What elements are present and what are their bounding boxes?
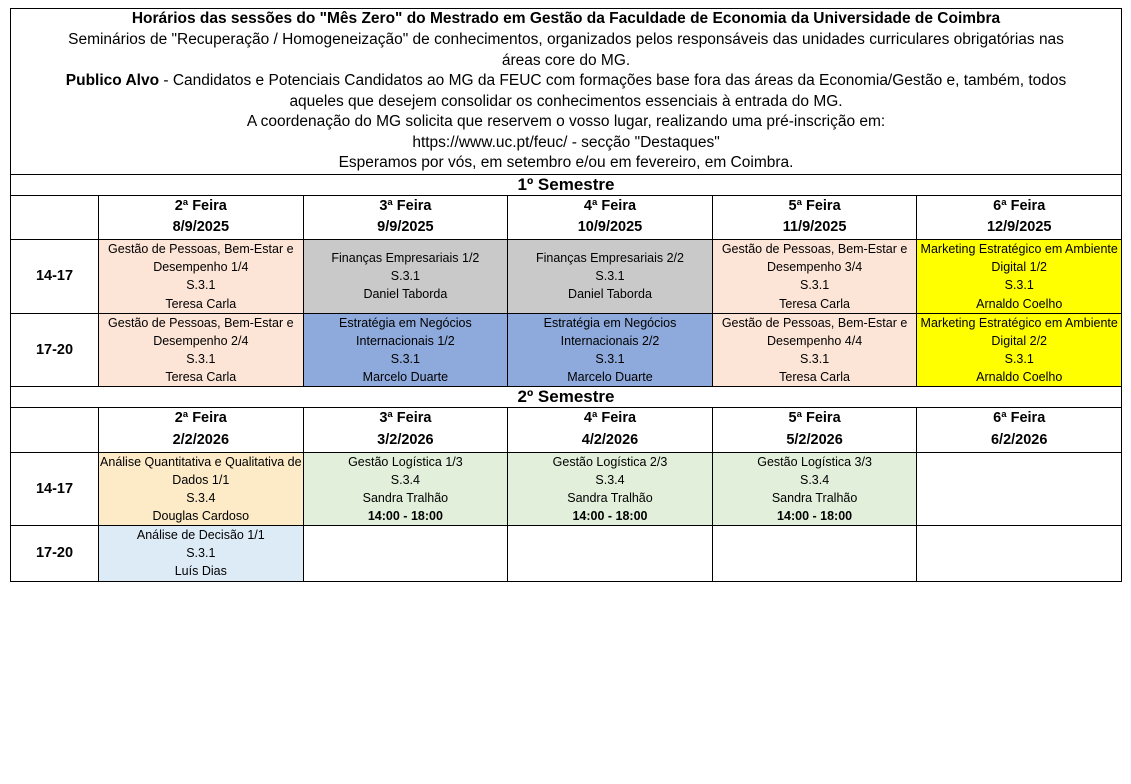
target-audience-label: Publico Alvo: [65, 72, 160, 90]
session-row-s2-1: [11, 452, 1122, 526]
day-name-s2-2: 3ª Feira: [379, 410, 432, 427]
session-room: S.3.1: [390, 269, 420, 284]
day-header-s2-3: [508, 408, 713, 453]
session-row-s2-2: [11, 526, 1122, 581]
session-teacher: Teresa Carla: [165, 296, 237, 311]
semester1-banner: 1º Semestre: [11, 174, 1122, 195]
session-room: S.3.1: [186, 278, 216, 293]
session-teacher: Luís Dias: [174, 564, 227, 579]
day-header-s2-4: [712, 408, 917, 453]
day-name-s1-2: 3ª Feira: [379, 197, 432, 214]
session-teacher: Marcelo Duarte: [362, 370, 449, 384]
header-row: [11, 9, 1122, 175]
semester2-banner-row: [11, 387, 1122, 408]
day-date-s2-1: 2/2/2026: [172, 431, 230, 448]
semester1-banner-row: [11, 174, 1122, 195]
session-teacher: Marcelo Duarte: [567, 370, 653, 384]
semester2-banner: 2º Semestre: [11, 387, 1122, 408]
session-name: Gestão Logística 3/3: [757, 454, 872, 469]
day-header-s1-1: [99, 195, 304, 240]
schedule-table: [10, 8, 1122, 582]
day-header-s2-2: [303, 408, 508, 453]
session-cell-s2-1-1[interactable]: [99, 452, 304, 526]
header-block: [11, 9, 1122, 175]
day-header-s1-3: [508, 195, 713, 240]
session-name: Gestão Logística 2/3: [552, 454, 668, 469]
session-name: Análise de Decisão 1/1: [136, 528, 265, 543]
session-room: S.3.4: [186, 490, 216, 505]
session-cell-s1-2-4[interactable]: [712, 313, 917, 387]
day-date-s2-4: 5/2/2026: [786, 431, 843, 448]
session-name: Estratégia em Negócios Internacionais 2/2: [543, 315, 677, 348]
session-teacher: Sandra Tralhão: [771, 490, 858, 505]
session-row-s1-1: [11, 240, 1122, 314]
header-line-2: Seminários de "Recuperação / Homogeneização" de conhecimentos, organizados pelos responsáveis das unidades curriculares obrigatórias nas: [68, 31, 1064, 49]
corner-cell-semester1: [11, 195, 99, 240]
session-hours: 14:00 - 18:00: [367, 509, 443, 523]
day-name-s2-1: 2ª Feira: [174, 410, 227, 427]
session-room: S.3.4: [390, 472, 420, 487]
session-name: Gestão de Pessoas, Bem-Estar e Desempenho 4/4: [721, 315, 908, 348]
target-audience-text: - Candidatos e Potenciais Candidatos ao MG da FEUC com formações base fora das áreas da Economia/Gestão e, também, todos: [159, 72, 1067, 90]
session-room: S.3.4: [799, 472, 830, 487]
session-name: Análise Quantitativa e Qualitativa de Dados 1/1: [100, 454, 302, 487]
session-name: Marketing Estratégico em Ambiente Digital 2/2: [920, 315, 1118, 348]
session-room: S.3.1: [799, 278, 830, 293]
session-cell-s2-1-4[interactable]: [712, 452, 917, 526]
day-date-s1-5: 12/9/2025: [986, 219, 1052, 236]
session-cell-s2-1-2[interactable]: [303, 452, 508, 526]
session-cell-s1-2-3[interactable]: [508, 313, 713, 387]
session-name: Marketing Estratégico em Ambiente Digital 1/2: [920, 242, 1118, 275]
day-name-s2-5: 6ª Feira: [993, 410, 1046, 427]
header-line-8: Esperamos por vós, em setembro e/ou em fevereiro, em Coimbra.: [338, 154, 794, 172]
session-cell-s1-2-1[interactable]: [99, 313, 304, 387]
session-teacher: Arnaldo Coelho: [976, 370, 1063, 384]
day-date-s1-4: 11/9/2025: [782, 219, 847, 236]
session-room: S.3.1: [186, 351, 216, 366]
session-teacher: Daniel Taborda: [363, 287, 448, 302]
session-cell-s1-1-1[interactable]: [99, 240, 304, 314]
session-teacher: Teresa Carla: [165, 370, 237, 384]
session-teacher: Arnaldo Coelho: [976, 296, 1063, 311]
session-name: Gestão de Pessoas, Bem-Estar e Desempenho 2/4: [108, 315, 294, 348]
session-name: Gestão de Pessoas, Bem-Estar e Desempenho 3/4: [721, 242, 908, 275]
day-header-s2-1: [99, 408, 304, 453]
day-name-s1-1: 2ª Feira: [174, 197, 227, 214]
session-cell-s2-2-4: [712, 526, 917, 581]
session-room: S.3.1: [186, 546, 216, 561]
session-room: S.3.1: [390, 351, 420, 366]
day-name-s1-5: 6ª Feira: [993, 197, 1046, 214]
day-name-s2-3: 4ª Feira: [583, 410, 637, 427]
time-label-s1-2: 17-20: [11, 313, 99, 387]
session-hours: 14:00 - 18:00: [572, 509, 648, 523]
registration-link[interactable]: https://www.uc.pt/feuc/ - secção "Destaques": [412, 133, 720, 151]
session-cell-s1-2-5[interactable]: [917, 313, 1122, 387]
day-date-s1-2: 9/9/2025: [377, 219, 434, 236]
header-line-4: [11, 71, 1121, 91]
session-name: Finanças Empresariais 1/2: [331, 251, 480, 266]
session-cell-s2-2-5: [917, 526, 1122, 581]
session-name: Finanças Empresariais 2/2: [535, 251, 684, 266]
semester1-day-header-row: [11, 195, 1122, 240]
corner-cell-semester2: [11, 408, 99, 453]
session-teacher: Sandra Tralhão: [362, 490, 449, 505]
session-teacher: Douglas Cardoso: [152, 509, 250, 523]
day-header-s1-4: [712, 195, 917, 240]
time-label-s1-1: 14-17: [11, 240, 99, 314]
session-room: S.3.1: [1004, 278, 1034, 293]
day-header-s1-2: [303, 195, 508, 240]
session-row-s1-2: [11, 313, 1122, 387]
session-cell-s2-2-1[interactable]: [99, 526, 304, 581]
day-header-s2-5: [917, 408, 1122, 453]
session-room: S.3.1: [799, 351, 830, 366]
session-name: Gestão de Pessoas, Bem-Estar e Desempenho 1/4: [108, 242, 294, 275]
day-date-s1-1: 8/9/2025: [172, 219, 230, 236]
session-teacher: Sandra Tralhão: [567, 490, 653, 505]
day-header-s1-5: [917, 195, 1122, 240]
session-room: S.3.1: [1004, 351, 1034, 366]
day-date-s2-3: 4/2/2026: [581, 431, 639, 448]
semester2-day-header-row: [11, 408, 1122, 453]
session-teacher: Teresa Carla: [779, 296, 851, 311]
session-cell-s1-1-4[interactable]: [712, 240, 917, 314]
header-line-6: A coordenação do MG solicita que reservem o vosso lugar, realizando uma pré-inscrição em:: [246, 113, 886, 131]
time-label-s2-1: 14-17: [11, 452, 99, 526]
session-cell-s1-1-5[interactable]: [917, 240, 1122, 314]
session-cell-s2-1-3[interactable]: [508, 452, 713, 526]
session-cell-s1-1-2[interactable]: [303, 240, 508, 314]
header-line-5: aqueles que desejem consolidar os conhecimentos essenciais à entrada do MG.: [289, 92, 843, 110]
session-room: S.3.1: [595, 351, 625, 366]
session-teacher: Teresa Carla: [779, 370, 851, 384]
header-line-3: áreas core do MG.: [501, 51, 631, 69]
session-cell-s1-1-3[interactable]: [508, 240, 713, 314]
day-name-s1-4: 5ª Feira: [788, 197, 841, 214]
page-title: Horários das sessões do "Mês Zero" do Mestrado em Gestão da Faculdade de Economia da Universidade de Coimbra: [131, 10, 1001, 27]
day-date-s1-3: 10/9/2025: [577, 219, 643, 236]
session-name: Estratégia em Negócios Internacionais 1/2: [339, 315, 472, 348]
day-name-s1-3: 4ª Feira: [583, 197, 637, 214]
day-date-s2-5: 6/2/2026: [990, 431, 1048, 448]
time-label-s2-2: 17-20: [11, 526, 99, 581]
session-cell-s2-2-2: [303, 526, 508, 581]
session-name: Gestão Logística 1/3: [348, 454, 463, 469]
day-date-s2-2: 3/2/2026: [377, 431, 434, 448]
session-teacher: Daniel Taborda: [568, 287, 652, 302]
day-name-s2-4: 5ª Feira: [788, 410, 841, 427]
session-room: S.3.1: [595, 269, 625, 284]
session-room: S.3.4: [595, 472, 625, 487]
session-cell-s2-2-3: [508, 526, 713, 581]
session-cell-s1-2-2[interactable]: [303, 313, 508, 387]
session-hours: 14:00 - 18:00: [777, 509, 853, 523]
session-cell-s2-1-5: [917, 452, 1122, 526]
